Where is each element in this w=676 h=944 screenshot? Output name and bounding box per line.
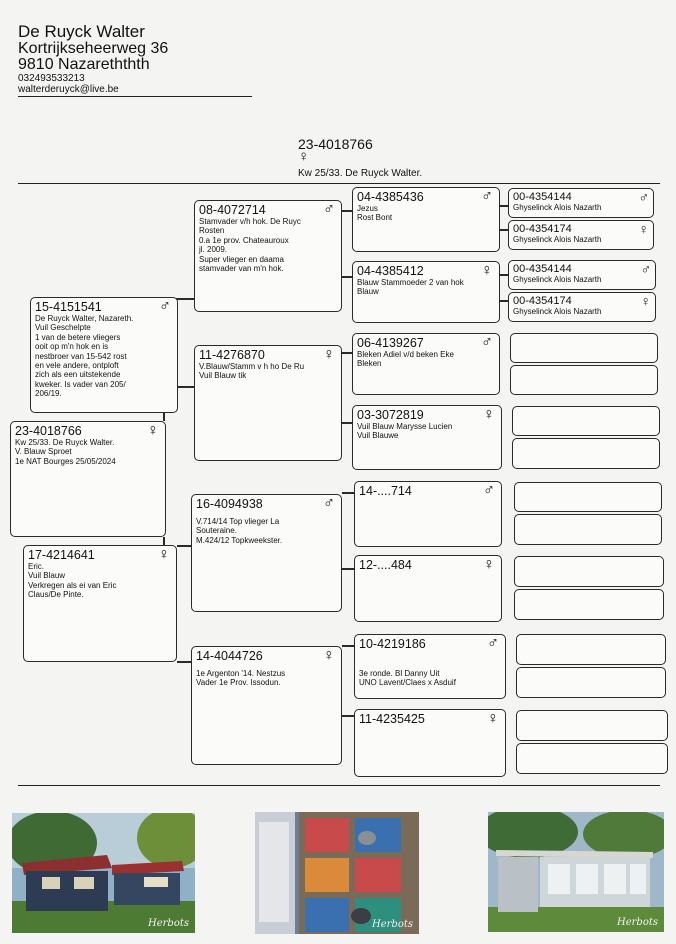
female-symbol-icon: ♀ xyxy=(323,647,335,664)
ring-number: 17-4214641 xyxy=(28,548,95,562)
card-text: Rosten xyxy=(199,226,225,236)
card-text: V. Blauw Sproet xyxy=(15,447,72,457)
ring-number: 03-3072819 xyxy=(357,408,424,422)
pigeon-card-dam-sire xyxy=(191,494,342,612)
pigeon-card-sire xyxy=(30,297,178,413)
pigeon-card-gen4 xyxy=(354,634,506,699)
male-symbol-icon: ♂ xyxy=(481,188,493,205)
pigeon-card-dam xyxy=(23,545,177,662)
watermark: Herbots xyxy=(148,918,189,929)
female-symbol-icon: ♀ xyxy=(640,293,651,309)
card-text: Ghyselinck Alois Nazarth xyxy=(513,275,602,284)
empty-pigeon-card xyxy=(514,514,662,545)
male-symbol-icon: ♂ xyxy=(323,201,335,218)
pigeon-card-gen5 xyxy=(508,220,654,250)
card-text: Super vlieger en daama xyxy=(199,254,284,264)
male-symbol-icon: ♂ xyxy=(323,495,335,512)
ring-number: 04-4385436 xyxy=(357,190,424,204)
ring-number: 15-4151541 xyxy=(35,300,102,314)
empty-pigeon-card xyxy=(510,365,658,395)
card-text: Vuil Blauw xyxy=(28,571,66,581)
subject-note: Kw 25/33. De Ruyck Walter. xyxy=(298,168,423,179)
owner-street: Kortrijkseheerweg 36 xyxy=(18,40,169,57)
loft-exterior-image xyxy=(12,813,195,933)
female-symbol-icon: ♀ xyxy=(481,262,493,279)
connector xyxy=(342,422,352,424)
female-symbol-icon: ♀ xyxy=(487,710,499,727)
connector xyxy=(176,386,194,388)
header-underline xyxy=(18,96,252,97)
pigeon-card-subject xyxy=(10,421,166,537)
card-text: Jezus xyxy=(357,204,378,213)
ring-number: 16-4094938 xyxy=(196,497,263,511)
card-text: De Ruyck Walter, Nazareth. xyxy=(35,314,134,323)
empty-pigeon-card xyxy=(516,710,668,741)
male-symbol-icon: ♂ xyxy=(640,261,651,277)
card-text: en vele andere, ontploft xyxy=(35,361,119,371)
card-text: 1 van de betere vliegers xyxy=(35,332,121,342)
pigeon-card-gen4 xyxy=(352,405,502,470)
ring-number: 12-....484 xyxy=(359,558,412,572)
pigeon-card-dam-dam xyxy=(191,646,342,765)
ring-number: 04-4385412 xyxy=(357,264,424,278)
empty-pigeon-card xyxy=(510,333,658,363)
pigeon-card-gen5 xyxy=(508,260,656,290)
card-text: Vuil Geschelpte xyxy=(35,323,91,333)
connector xyxy=(342,568,354,570)
ring-number: 23-4018766 xyxy=(15,424,82,438)
card-text: 206/19. xyxy=(35,389,62,399)
loft-photo-aviary xyxy=(488,812,664,932)
card-text: 1e NAT Bourges 25/05/2024 xyxy=(15,456,116,466)
empty-pigeon-card xyxy=(514,589,664,620)
ring-number: 11-4235425 xyxy=(359,712,425,726)
female-symbol-icon: ♀ xyxy=(158,546,170,563)
female-symbol-icon: ♀ xyxy=(323,346,335,363)
male-symbol-icon: ♂ xyxy=(159,298,171,315)
card-text: Vuil Blauwe xyxy=(357,431,399,441)
pigeon-card-gen4 xyxy=(352,187,500,252)
female-symbol-icon: ♀ xyxy=(483,406,495,423)
card-text: Rost Bont xyxy=(357,213,393,223)
card-text: UNO Lavent/Claes x Asduif xyxy=(359,678,456,688)
pigeon-card-gen5 xyxy=(508,292,656,322)
card-text: Kw 25/33. De Ruyck Walter. xyxy=(15,438,115,447)
card-text: V.Blauw/Stamm v h ho De Ru xyxy=(199,362,305,371)
loft-aviary-image xyxy=(488,812,664,932)
card-text: Ghyselinck Alois Nazarth xyxy=(513,307,602,316)
connector xyxy=(500,300,508,302)
card-text: Stamvader v/h hok. De Ruyc xyxy=(199,217,301,226)
owner-city: 9810 Nazareththth xyxy=(18,56,150,73)
empty-pigeon-card xyxy=(516,743,668,774)
connector xyxy=(342,276,352,278)
card-text: Ghyselinck Alois Nazarth xyxy=(513,203,602,212)
card-text: nestbroer van 15-542 rost xyxy=(35,351,127,361)
card-text: zich als een uitstekende xyxy=(35,370,121,380)
watermark: Herbots xyxy=(617,917,658,928)
card-text: 3e ronde. Bl Danny Uit xyxy=(359,669,440,678)
card-text: 1e Argenton '14. Nestzus xyxy=(196,669,286,678)
male-symbol-icon: ♂ xyxy=(487,635,499,652)
pigeon-card-gen4 xyxy=(354,709,506,777)
empty-pigeon-card xyxy=(512,406,660,436)
pigeon-card-gen4 xyxy=(352,333,500,395)
pigeon-card-sire-sire xyxy=(194,200,342,312)
card-text: Ghyselinck Alois Nazarth xyxy=(513,235,602,244)
card-text: Eric. xyxy=(28,562,44,571)
female-symbol-icon: ♀ xyxy=(638,221,649,237)
card-text: jl. 2009. xyxy=(199,245,228,255)
connector xyxy=(342,210,352,212)
connector xyxy=(500,274,508,276)
ring-number: 14-....714 xyxy=(359,484,412,498)
empty-pigeon-card xyxy=(516,634,666,665)
owner-name: De Ruyck Walter xyxy=(18,22,145,41)
subject-ring: 23-4018766 xyxy=(298,136,373,152)
male-symbol-icon: ♂ xyxy=(481,334,493,351)
card-text: M.424/12 Topkweekster. xyxy=(196,535,283,545)
card-text: kweker. Is vader van 205/ xyxy=(35,379,126,389)
ring-number: 06-4139267 xyxy=(357,336,424,350)
ring-number: 08-4072714 xyxy=(199,203,266,217)
pigeon-card-gen4 xyxy=(352,261,500,323)
empty-pigeon-card xyxy=(516,667,666,698)
loft-interior-image xyxy=(255,812,419,934)
loft-photo-interior xyxy=(255,812,419,934)
loft-photo-exterior xyxy=(12,813,195,933)
pigeon-card-sire-dam xyxy=(194,345,342,461)
connector xyxy=(342,645,354,647)
card-text: ooit op m'n hok en is xyxy=(35,342,109,352)
connector xyxy=(177,545,191,547)
male-symbol-icon: ♂ xyxy=(638,189,649,205)
top-divider xyxy=(18,183,660,184)
pigeon-card-gen5 xyxy=(508,188,654,218)
ring-number: 00-4354144 xyxy=(513,191,572,203)
female-symbol-icon: ♀ xyxy=(298,148,310,165)
card-text: Vader 1e Prov. Issodun. xyxy=(196,678,281,688)
card-text: 0.a 1e prov. Chateauroux xyxy=(199,235,289,245)
female-symbol-icon: ♀ xyxy=(483,556,495,573)
pigeon-card-gen4 xyxy=(354,555,502,622)
card-text: stamvader van m'n hok. xyxy=(199,264,284,274)
connector xyxy=(176,298,194,300)
card-text: Vuil Blauw Marysse Lucien xyxy=(357,422,453,431)
connector xyxy=(177,661,191,663)
owner-phone: 032493533213 xyxy=(18,73,85,84)
ring-number: 00-4354174 xyxy=(513,295,572,307)
empty-pigeon-card xyxy=(514,482,662,512)
watermark: Herbots xyxy=(372,919,413,930)
connector xyxy=(342,715,354,717)
empty-pigeon-card xyxy=(512,438,660,469)
owner-email[interactable]: walterderuyck@live.be xyxy=(18,84,119,95)
connector xyxy=(342,492,354,494)
card-text: Bleken Adiel v/d beken Eke xyxy=(357,350,454,359)
ring-number: 00-4354144 xyxy=(513,263,572,275)
bottom-divider xyxy=(18,785,660,786)
ring-number: 11-4276870 xyxy=(199,348,265,362)
connector xyxy=(342,352,352,354)
connector xyxy=(500,205,508,207)
ring-number: 10-4219186 xyxy=(359,637,426,651)
card-text: V.714/14 Top vlieger La xyxy=(196,517,280,526)
card-text: Vuil Blauw tik xyxy=(199,371,247,381)
card-text: Blauw xyxy=(357,287,379,297)
male-symbol-icon: ♂ xyxy=(483,482,495,499)
connector xyxy=(500,229,508,231)
card-text: Blauw Stammoeder 2 van hok xyxy=(357,278,464,287)
ring-number: 14-4044726 xyxy=(196,649,263,663)
empty-pigeon-card xyxy=(514,556,664,587)
pigeon-card-gen4 xyxy=(354,481,502,547)
card-text: Souteraine. xyxy=(196,526,237,536)
card-text: Bleken xyxy=(357,359,382,369)
card-text: Claus/De Pinte. xyxy=(28,590,84,600)
female-symbol-icon: ♀ xyxy=(147,422,159,439)
ring-number: 00-4354174 xyxy=(513,223,572,235)
card-text: Verkregen als ei van Eric xyxy=(28,580,117,590)
